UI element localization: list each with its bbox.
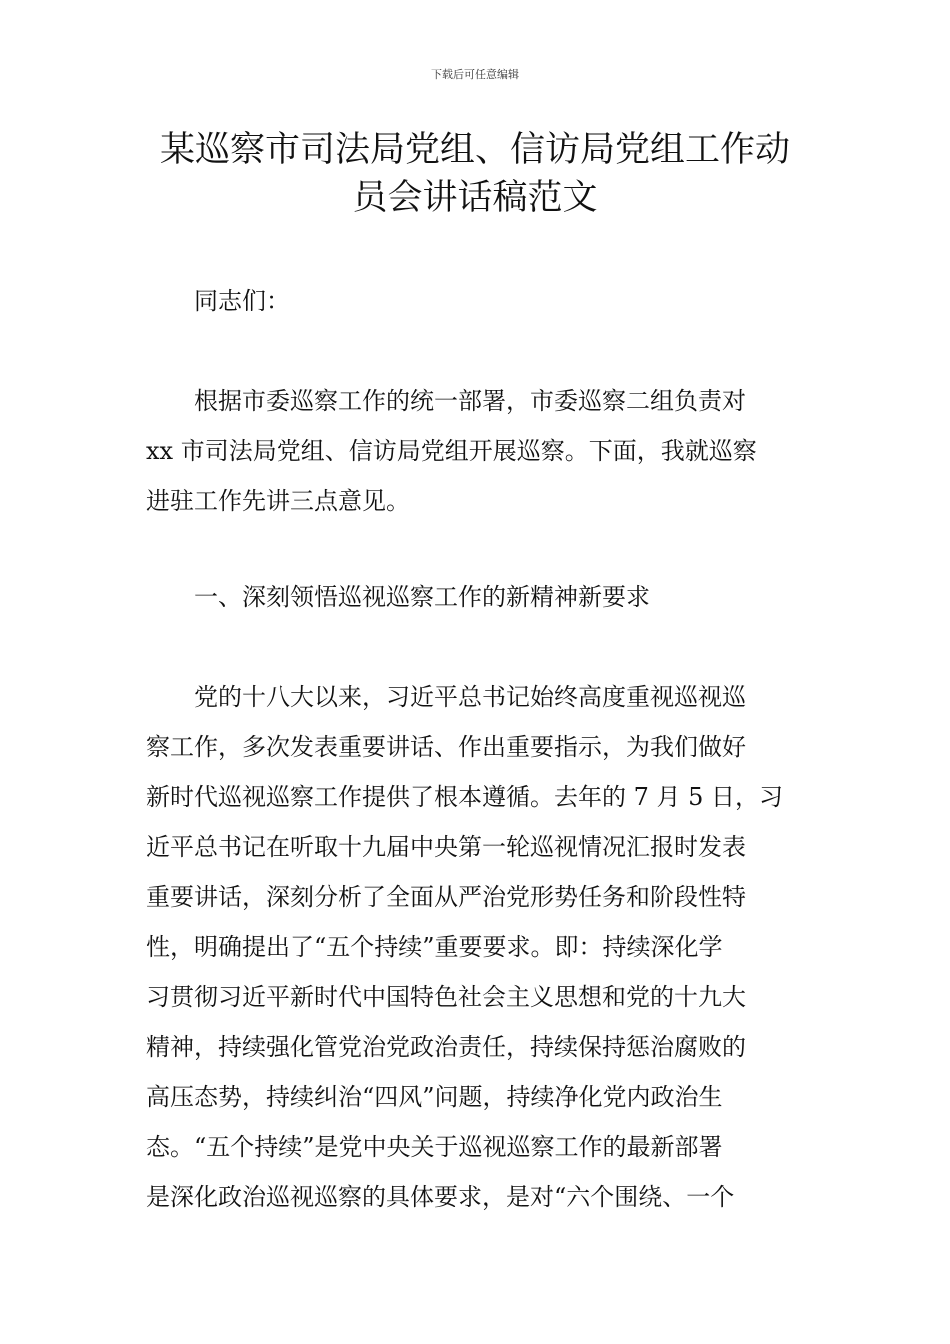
paragraph-line: 根据市委巡察工作的统一部署，市委巡察二组负责对 bbox=[194, 387, 746, 415]
header-note: 下载后可任意编辑 bbox=[431, 68, 519, 81]
paragraph-line: 高压态势，持续纠治“四风”问题，持续净化党内政治生 bbox=[146, 1083, 723, 1111]
paragraph-line: xx 市司法局党组、信访局党组开展巡察。下面，我就巡察 bbox=[146, 437, 757, 465]
paragraph-line: 习贯彻习近平新时代中国特色社会主义思想和党的十九大 bbox=[146, 983, 746, 1011]
paragraph-line: 察工作，多次发表重要讲话、作出重要指示，为我们做好 bbox=[146, 733, 746, 761]
paragraph-line: 态。“五个持续”是党中央关于巡视巡察工作的最新部署 bbox=[146, 1133, 723, 1161]
paragraph-1 bbox=[146, 376, 757, 526]
title-line: 某巡察市司法局党组、信访局党组工作动 bbox=[159, 130, 790, 170]
paragraph-2 bbox=[146, 672, 783, 1222]
paragraph-line: 精神，持续强化管党治党政治责任，持续保持惩治腐败的 bbox=[146, 1033, 746, 1061]
paragraph-line: 近平总书记在听取十九届中央第一轮巡视情况汇报时发表 bbox=[146, 833, 746, 861]
title-line: 员会讲话稿范文 bbox=[352, 178, 598, 218]
paragraph-line: 进驻工作先讲三点意见。 bbox=[146, 487, 410, 515]
paragraph-line: 新时代巡视巡察工作提供了根本遵循。去年的 7 月 5 日，习 bbox=[146, 783, 784, 811]
paragraph-line: 党的十八大以来，习近平总书记始终高度重视巡视巡 bbox=[194, 683, 746, 711]
salutation: 同志们： bbox=[194, 287, 290, 315]
section-heading-1: 一、深刻领悟巡视巡察工作的新精神新要求 bbox=[194, 583, 650, 611]
paragraph-line: 是深化政治巡视巡察的具体要求，是对“六个围绕、一个 bbox=[146, 1183, 735, 1211]
paragraph-line: 重要讲话，深刻分析了全面从严治党形势任务和阶段性特 bbox=[146, 883, 746, 911]
paragraph-line: 性，明确提出了“五个持续”重要要求。即：持续深化学 bbox=[146, 933, 723, 961]
document-title bbox=[110, 126, 840, 222]
